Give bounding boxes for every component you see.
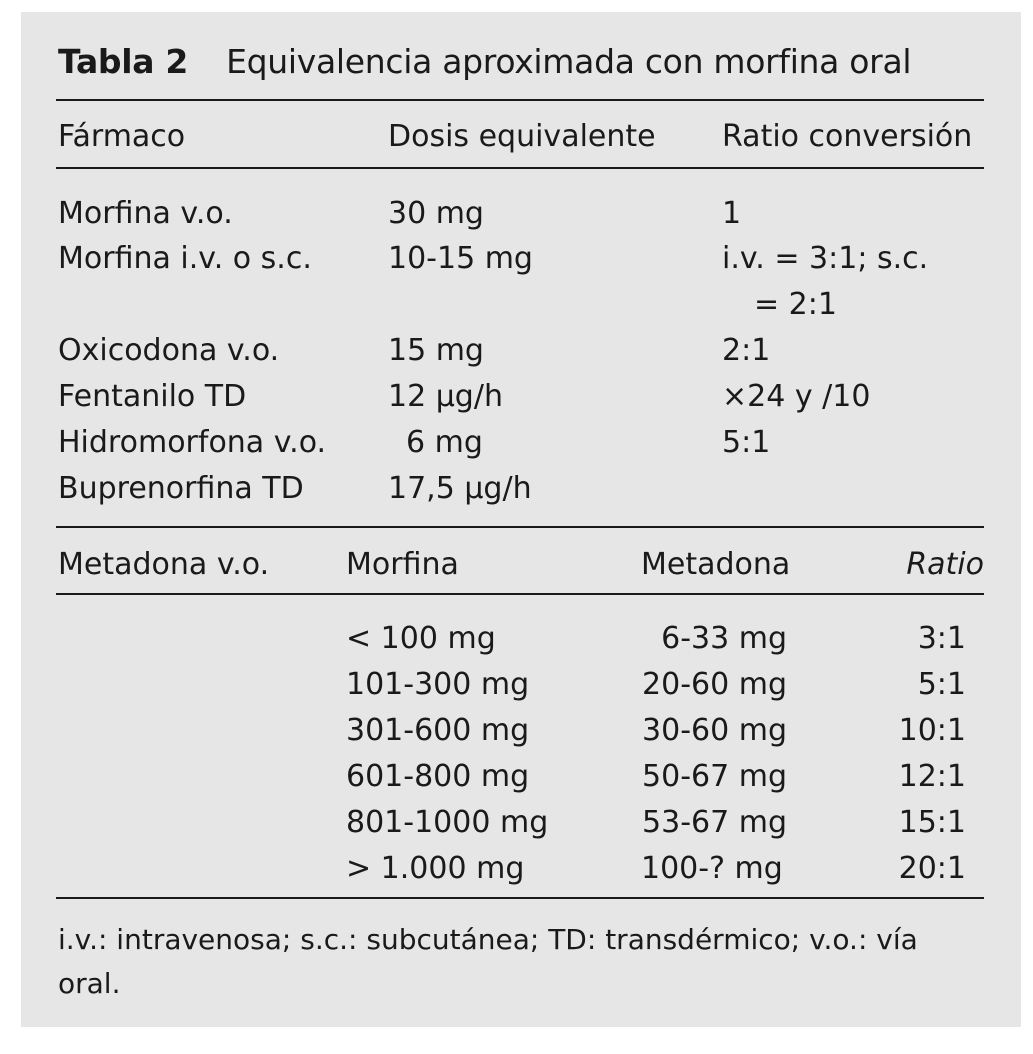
cell-ratio: 20:1	[898, 851, 966, 886]
cell-metadona: 30-60 mg	[642, 713, 787, 748]
top-rule	[56, 99, 984, 101]
cell-metadona: 50-67 mg	[642, 759, 787, 794]
bottom-rule	[56, 897, 984, 899]
cell-dosis: 12 µg/h	[388, 379, 503, 414]
header2-rule	[56, 593, 984, 595]
cell-farmaco: Morfina v.o.	[58, 196, 233, 231]
header-metadona-vo: Metadona v.o.	[58, 547, 270, 582]
cell-ratio: 12:1	[898, 759, 966, 794]
cell-morfina: 101-300 mg	[346, 667, 530, 702]
cell-farmaco: Oxicodona v.o.	[58, 333, 280, 368]
cell-ratio-continued: = 2:1	[754, 287, 837, 322]
cell-ratio: ×24 y /10	[722, 379, 871, 414]
header-dosis: Dosis equivalente	[388, 119, 656, 154]
cell-ratio: 15:1	[898, 805, 966, 840]
cell-farmaco: Fentanilo TD	[58, 379, 247, 414]
cell-dosis: 30 mg	[388, 196, 484, 231]
cell-ratio: 10:1	[898, 713, 966, 748]
cell-dosis: 10-15 mg	[388, 241, 533, 276]
cell-farmaco: Buprenorfina TD	[58, 471, 304, 506]
table-label: Tabla 2	[58, 42, 189, 81]
cell-dosis: 15 mg	[388, 333, 484, 368]
header-rule	[56, 167, 984, 169]
cell-metadona: 20-60 mg	[642, 667, 787, 702]
cell-ratio: 5:1	[917, 667, 966, 702]
header-morfina: Morfina	[346, 547, 459, 582]
table-caption	[58, 42, 911, 81]
cell-dosis: 17,5 µg/h	[388, 471, 532, 506]
cell-metadona: 100-? mg	[641, 851, 783, 886]
cell-morfina: > 1.000 mg	[346, 851, 525, 886]
cell-ratio: i.v. = 3:1; s.c.	[722, 241, 929, 276]
header-metadona: Metadona	[641, 547, 791, 582]
header-ratio: Ratio	[906, 547, 984, 582]
cell-farmaco: Morfina i.v. o s.c.	[58, 241, 312, 276]
cell-morfina: 301-600 mg	[346, 713, 530, 748]
cell-morfina: < 100 mg	[346, 621, 496, 656]
cell-metadona: 6-33 mg	[661, 621, 787, 656]
cell-dosis: 6 mg	[406, 425, 483, 460]
cell-ratio: 5:1	[722, 425, 771, 460]
cell-ratio: 2:1	[722, 333, 771, 368]
cell-morfina: 801-1000 mg	[346, 805, 549, 840]
cell-ratio: 3:1	[917, 621, 966, 656]
cell-morfina: 601-800 mg	[346, 759, 530, 794]
cell-farmaco: Hidromorfona v.o.	[58, 425, 327, 460]
table-footnote: i.v.: intravenosa; s.c.: subcutánea; TD: transdérmico; v.o.: vía oral.	[58, 923, 918, 1000]
header-ratio-conversion: Ratio conversión	[722, 119, 973, 154]
table-title: Equivalencia aproximada con morfina oral	[226, 42, 912, 81]
cell-metadona: 53-67 mg	[642, 805, 787, 840]
cell-ratio: 1	[722, 196, 742, 231]
section-rule	[56, 526, 984, 528]
header-farmaco: Fármaco	[58, 119, 186, 154]
